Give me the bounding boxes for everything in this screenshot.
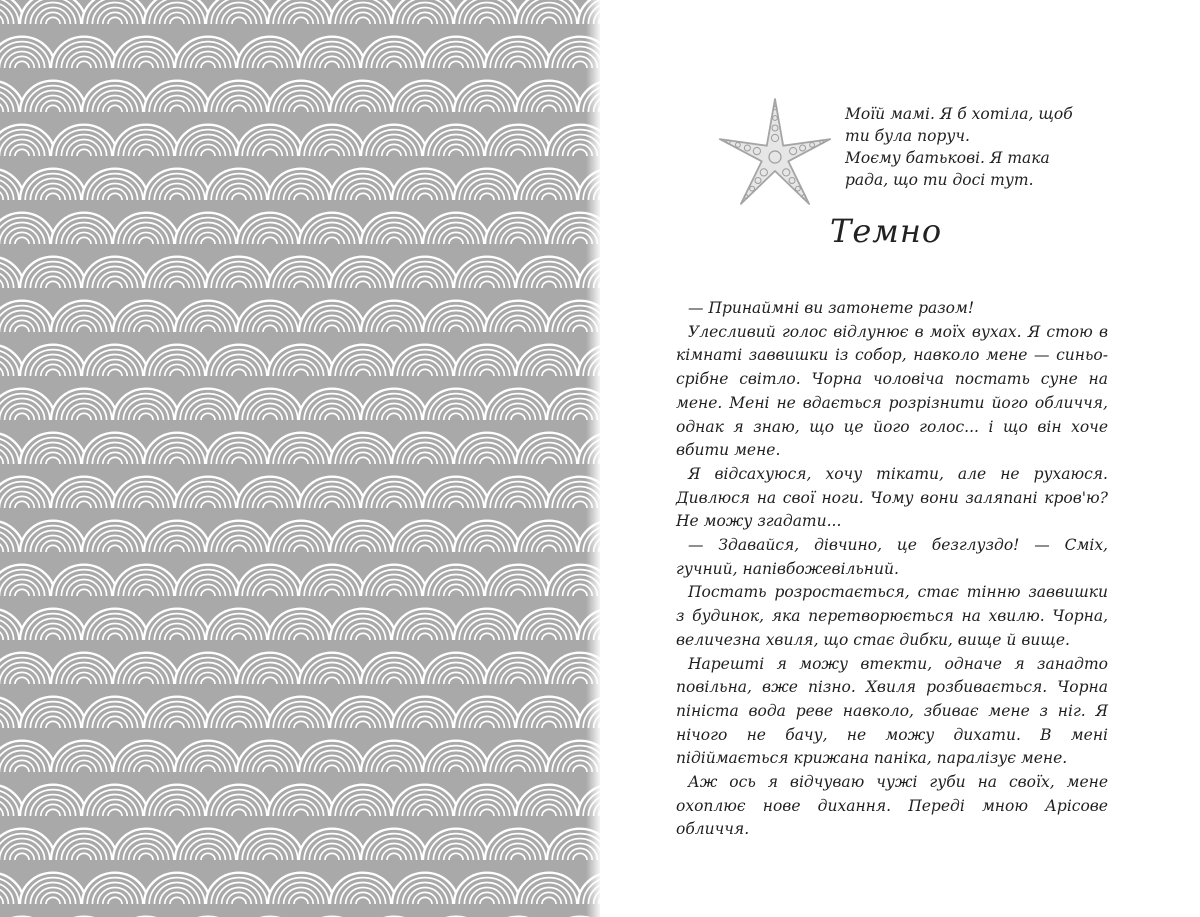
scallop-shell bbox=[206, 433, 272, 464]
scallop-shell bbox=[0, 37, 55, 68]
scallop-shell bbox=[206, 697, 272, 728]
scallop-shell bbox=[268, 0, 334, 24]
scallop-shell bbox=[299, 565, 365, 596]
scallop-shell bbox=[237, 213, 303, 244]
scallop-shell bbox=[0, 477, 55, 508]
scallop-shell bbox=[361, 125, 427, 156]
scallop-shell bbox=[485, 301, 551, 332]
scallop-shell bbox=[299, 125, 365, 156]
scallop-shell bbox=[454, 257, 520, 288]
scallop-shell bbox=[299, 389, 365, 420]
scallop-shell bbox=[144, 521, 210, 552]
scallop-shell bbox=[51, 125, 117, 156]
scallop-shell bbox=[20, 257, 86, 288]
dedication-line: Моєму батькові. Я така рада, що ти досі тут. bbox=[845, 149, 1050, 189]
scallop-shell bbox=[392, 0, 458, 24]
scallop-shell bbox=[82, 433, 148, 464]
scallop-shell bbox=[423, 653, 489, 684]
scallop-shell bbox=[392, 521, 458, 552]
scallop-shell bbox=[268, 257, 334, 288]
scallop-shell bbox=[516, 345, 582, 376]
scallop-shell bbox=[113, 829, 179, 860]
scallop-shell bbox=[237, 125, 303, 156]
scallop-shell bbox=[0, 653, 55, 684]
scallop-shell bbox=[206, 609, 272, 640]
scallop-shell bbox=[299, 213, 365, 244]
scallop-shell bbox=[361, 213, 427, 244]
scallop-shell bbox=[423, 125, 489, 156]
scallop-shell bbox=[237, 301, 303, 332]
scallop-shell bbox=[268, 609, 334, 640]
scallop-shell bbox=[51, 389, 117, 420]
scallop-shell bbox=[20, 873, 86, 904]
scallop-shell bbox=[454, 345, 520, 376]
scallop-shell bbox=[175, 653, 241, 684]
scallop-shell bbox=[51, 653, 117, 684]
scallop-shell bbox=[268, 785, 334, 816]
scallop-shell bbox=[82, 345, 148, 376]
scallop-shell bbox=[113, 565, 179, 596]
scallop-shell bbox=[423, 477, 489, 508]
scallop-shell bbox=[299, 829, 365, 860]
scallop-shell bbox=[51, 829, 117, 860]
scallop-shell bbox=[516, 0, 582, 24]
scallop-shell bbox=[113, 653, 179, 684]
scallop-shell bbox=[0, 125, 55, 156]
scallop-shell bbox=[423, 301, 489, 332]
scallop-shell bbox=[299, 477, 365, 508]
scallop-shell bbox=[206, 0, 272, 24]
scallop-shell bbox=[454, 785, 520, 816]
scallop-shell bbox=[51, 477, 117, 508]
paragraph: Улесливий голос відлунює в моїх вухах. Я стою в кімнаті заввишки із собор, навколо мене — синьо-срібне світло. Чорна чоловіча постать суне на мене. Мені не вдається розрізнити його обличчя, однак я знаю, що це його голос... і що він хоче вбити мене. bbox=[676, 322, 1108, 460]
scallop-shell bbox=[82, 257, 148, 288]
scallop-shell bbox=[113, 389, 179, 420]
scallop-shell bbox=[268, 345, 334, 376]
scallop-shell bbox=[392, 873, 458, 904]
scallop-shell bbox=[268, 521, 334, 552]
scallop-shell bbox=[423, 741, 489, 772]
scallop-shell bbox=[330, 785, 396, 816]
starfish-icon bbox=[710, 92, 840, 222]
scallop-shell bbox=[175, 125, 241, 156]
scallop-shell bbox=[454, 169, 520, 200]
scallop-shell bbox=[423, 565, 489, 596]
scallop-shell bbox=[144, 0, 210, 24]
scallop-shell bbox=[361, 653, 427, 684]
scallop-shell bbox=[392, 433, 458, 464]
scallop-shell bbox=[20, 785, 86, 816]
scallop-shell bbox=[330, 433, 396, 464]
scallop-shell bbox=[299, 37, 365, 68]
scallop-shell bbox=[516, 433, 582, 464]
scallop-shell bbox=[268, 169, 334, 200]
scallop-shell bbox=[51, 37, 117, 68]
scallop-shell bbox=[392, 81, 458, 112]
scallop-shell bbox=[485, 125, 551, 156]
scallop-shell bbox=[392, 169, 458, 200]
scallop-shell bbox=[113, 741, 179, 772]
scallop-shell bbox=[0, 741, 55, 772]
scallop-shell bbox=[268, 81, 334, 112]
scallop-shell bbox=[454, 81, 520, 112]
scallop-shell bbox=[454, 521, 520, 552]
scallop-shell bbox=[113, 301, 179, 332]
scallop-shell bbox=[82, 169, 148, 200]
scallop-shell bbox=[20, 433, 86, 464]
scallop-shell bbox=[144, 345, 210, 376]
paragraph: Постать розростається, стає тінню заввишки з будинок, яка перетворюється на хвилю. Чорна, величезна хвиля, що стає дибки, вище й вище. bbox=[676, 583, 1108, 649]
paragraph: — Здавайся, дівчино, це безглуздо! — Сміх, гучний, напівбожевільний. bbox=[676, 536, 1108, 578]
scallop-shell bbox=[237, 37, 303, 68]
scallop-shell bbox=[0, 565, 55, 596]
scallop-shell bbox=[516, 873, 582, 904]
scallop-shell bbox=[206, 345, 272, 376]
scallop-shell bbox=[0, 389, 55, 420]
scallop-shell bbox=[330, 169, 396, 200]
scallop-shell bbox=[268, 873, 334, 904]
scallop-shell bbox=[361, 301, 427, 332]
scallop-shell bbox=[0, 213, 55, 244]
scallop-shell bbox=[516, 609, 582, 640]
scallop-shell bbox=[268, 697, 334, 728]
scallop-shell bbox=[144, 433, 210, 464]
scallop-shell bbox=[237, 829, 303, 860]
scallop-shell bbox=[206, 81, 272, 112]
scallop-shell bbox=[82, 697, 148, 728]
scallop-shell bbox=[485, 213, 551, 244]
scallop-shell bbox=[51, 301, 117, 332]
scallop-shell bbox=[144, 785, 210, 816]
scallop-shell bbox=[113, 213, 179, 244]
scallop-shell bbox=[392, 609, 458, 640]
scallop-shell bbox=[516, 169, 582, 200]
scallop-shell bbox=[206, 521, 272, 552]
scallop-shell bbox=[361, 565, 427, 596]
scallop-shell bbox=[82, 0, 148, 24]
scallop-shell bbox=[516, 257, 582, 288]
scallop-shell bbox=[268, 433, 334, 464]
scallop-shell bbox=[423, 829, 489, 860]
scallop-shell bbox=[206, 873, 272, 904]
scallop-shell bbox=[423, 389, 489, 420]
scallop-shell bbox=[299, 741, 365, 772]
scallop-shell bbox=[392, 697, 458, 728]
scallop-shell bbox=[485, 829, 551, 860]
scallop-shell bbox=[82, 81, 148, 112]
scallop-shell bbox=[361, 37, 427, 68]
scallop-shell bbox=[175, 477, 241, 508]
scallop-shell bbox=[237, 741, 303, 772]
scallop-shell bbox=[485, 389, 551, 420]
scallop-shell bbox=[330, 257, 396, 288]
scallop-shell bbox=[516, 697, 582, 728]
paragraph: Я відсахуюся, хочу тікати, але не рухаюся. Дивлюся на свої ноги. Чому вони заляпані кров'ю? Не можу згадати... bbox=[676, 464, 1108, 531]
scallop-shell bbox=[361, 741, 427, 772]
scallop-shell bbox=[485, 477, 551, 508]
scallop-shell bbox=[113, 125, 179, 156]
scallop-shell bbox=[175, 213, 241, 244]
scallop-shell bbox=[113, 477, 179, 508]
scallop-shell bbox=[51, 213, 117, 244]
scallop-shell bbox=[330, 873, 396, 904]
scallop-shell bbox=[82, 609, 148, 640]
paragraph: — Принаймні ви затонете разом! bbox=[688, 299, 975, 317]
scallop-shell bbox=[330, 521, 396, 552]
scallop-shell bbox=[144, 697, 210, 728]
scallop-shell bbox=[144, 169, 210, 200]
scallop-shell bbox=[82, 785, 148, 816]
scallop-shell bbox=[82, 521, 148, 552]
scallop-shell bbox=[237, 477, 303, 508]
scallop-shell bbox=[516, 785, 582, 816]
page-gutter bbox=[586, 0, 608, 917]
scallop-shell bbox=[144, 81, 210, 112]
scallop-shell bbox=[454, 433, 520, 464]
right-page bbox=[608, 0, 1200, 917]
scallop-shell bbox=[485, 653, 551, 684]
scallop-shell bbox=[82, 873, 148, 904]
dedication bbox=[845, 103, 1095, 191]
scallop-shell bbox=[175, 829, 241, 860]
scallop-shell bbox=[392, 257, 458, 288]
scallop-shell bbox=[485, 565, 551, 596]
scallop-shell bbox=[237, 653, 303, 684]
scallop-shell bbox=[454, 873, 520, 904]
scallop-shell bbox=[20, 609, 86, 640]
scallop-shell bbox=[516, 521, 582, 552]
scallop-shell bbox=[144, 873, 210, 904]
scallop-shell bbox=[51, 741, 117, 772]
scallop-shell bbox=[206, 169, 272, 200]
scallop-shell bbox=[144, 257, 210, 288]
scallop-shell bbox=[454, 697, 520, 728]
scallop-shell bbox=[423, 37, 489, 68]
scallop-shell bbox=[144, 609, 210, 640]
scallop-shell bbox=[175, 741, 241, 772]
scallop-shell bbox=[330, 0, 396, 24]
scallop-shell bbox=[392, 785, 458, 816]
scallop-shell bbox=[330, 81, 396, 112]
scallop-shell bbox=[330, 609, 396, 640]
scallop-shell bbox=[20, 81, 86, 112]
paragraph: Аж ось я відчуваю чужі губи на своїх, мене охоплює нове дихання. Переді мною Арісове обличчя. bbox=[676, 773, 1108, 839]
scallop-shell bbox=[361, 829, 427, 860]
scallop-shell bbox=[299, 301, 365, 332]
scallop-shell bbox=[175, 37, 241, 68]
scallop-shell bbox=[175, 565, 241, 596]
scallop-shell bbox=[175, 389, 241, 420]
scallop-shell bbox=[20, 169, 86, 200]
scallop-shell bbox=[423, 213, 489, 244]
chapter-title: Темно bbox=[830, 212, 943, 250]
scallop-shell bbox=[237, 565, 303, 596]
scallop-shell bbox=[454, 609, 520, 640]
scallop-shell bbox=[206, 257, 272, 288]
scallop-shell bbox=[237, 389, 303, 420]
scallop-shell bbox=[485, 741, 551, 772]
scallop-shell bbox=[175, 301, 241, 332]
scallop-shell bbox=[20, 345, 86, 376]
scallop-shell bbox=[330, 697, 396, 728]
scallop-shell bbox=[392, 345, 458, 376]
dedication-line: Моїй мамі. Я б хотіла, щоб ти була поруч. bbox=[845, 105, 1073, 145]
scallop-shell bbox=[485, 37, 551, 68]
scallop-shell bbox=[299, 653, 365, 684]
scallop-shell bbox=[361, 477, 427, 508]
scallop-shell bbox=[20, 521, 86, 552]
scallop-shell bbox=[330, 345, 396, 376]
scallop-shell bbox=[206, 785, 272, 816]
chapter-body bbox=[676, 297, 1108, 842]
scallop-shell bbox=[0, 301, 55, 332]
scallop-shell bbox=[454, 0, 520, 24]
scallop-shell bbox=[20, 0, 86, 24]
scallop-shell bbox=[113, 37, 179, 68]
scallop-shell bbox=[20, 697, 86, 728]
scallop-shell bbox=[51, 565, 117, 596]
paragraph: Нарешті я можу втекти, одначе я занадто повільна, вже пізно. Хвиля розбивається. Чорна пініста вода реве навколо, збиває мене з ніг. Я нічого не бачу, не можу дихати. В мені підіймається крижана паніка, паралізує мене. bbox=[676, 654, 1108, 768]
scallop-shell bbox=[516, 81, 582, 112]
scallop-shell bbox=[361, 389, 427, 420]
scallop-shell bbox=[0, 829, 55, 860]
